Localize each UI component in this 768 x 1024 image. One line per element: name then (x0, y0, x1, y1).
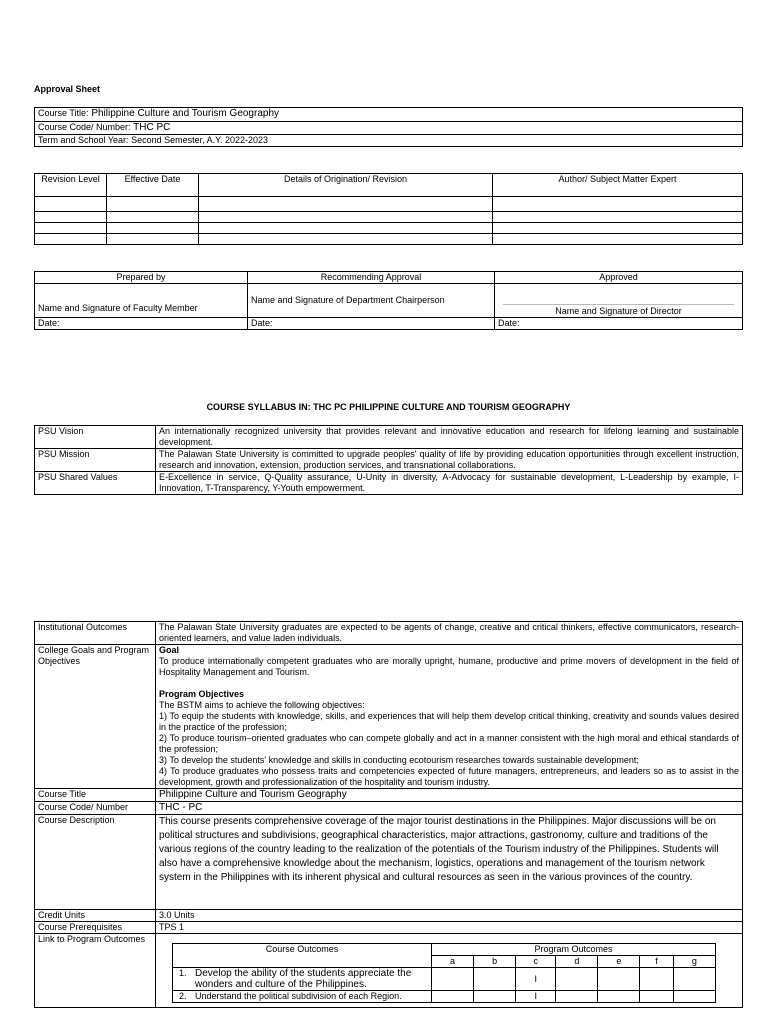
term-row: Term and School Year: Second Semester, A.Y. 2022-2023 (35, 135, 743, 147)
course-code-value: THC PC (133, 122, 171, 133)
outcome-mark: I (516, 968, 556, 991)
course-outcome: 2. Understand the political subdivision of each Region. (173, 991, 432, 1003)
credit-units-text: 3.0 Units (156, 910, 743, 922)
table-row (173, 968, 716, 991)
vision-label: PSU Vision (35, 426, 156, 449)
recommending-header: Recommending Approval (248, 272, 495, 284)
link-outcomes-label: Link to Program Outcomes (35, 934, 156, 1008)
term-value: Second Semester, A.Y. 2022-2023 (131, 135, 269, 145)
course-code-text: THC - PC (156, 802, 743, 815)
approval-heading: Approval Sheet (34, 84, 101, 94)
details-table (34, 621, 743, 1008)
program-objective: 2) To produce tourism–oriented graduates who can compete globally and act in a manner consistent with the high moral and ethical standards of the profession; (159, 733, 739, 754)
date-field: Date: (248, 318, 495, 330)
revision-table (34, 173, 743, 245)
outcome-mark: I (516, 991, 556, 1003)
values-label: PSU Shared Values (35, 472, 156, 495)
credit-units-label: Credit Units (35, 910, 156, 922)
psu-table (34, 425, 743, 495)
values-text: E-Excellence in service, Q-Quality assurance, U-Unity in diversity, A-Advocacy for sustainable development, L-Leadership by example, I-Innovation, T-Transparency, Y-Youth empowerment. (156, 472, 743, 495)
table-row (35, 212, 743, 223)
outcomes-cell (156, 934, 743, 1008)
vision-text: An internationally recognized university that provides relevant and innovative education and research for lifelong learning and sustainable development. (156, 426, 743, 449)
institutional-label: Institutional Outcomes (35, 622, 156, 645)
faculty-signature: Name and Signature of Faculty Member (35, 284, 248, 318)
program-outcomes-header: Program Outcomes (432, 944, 716, 956)
prepared-by-header: Prepared by (35, 272, 248, 284)
goal-heading: Goal (159, 645, 180, 655)
goal-text: To produce internationally competent graduates who are morally upright, humane, productive and prime movers of development in the field of Hospitality Management and Tourism. (159, 656, 739, 677)
po-letter: g (673, 956, 715, 968)
chairperson-signature: Name and Signature of Department Chairperson (248, 284, 495, 318)
institutional-text: The Palawan State University graduates are expected to be agents of change, creative and critical thinkers, effective communicators, research-oriented learners, and value laden individuals. (156, 622, 743, 645)
course-title-label: Course Title (35, 789, 156, 802)
date-field: Date: (495, 318, 743, 330)
course-title-text: Philippine Culture and Tourism Geography (156, 789, 743, 802)
author-header: Author/ Subject Matter Expert (493, 174, 743, 197)
course-description-text: This course presents comprehensive coverage of the major tourist destinations in the Philippines. Major discussions will be on political structures and subdivisions, geographical characteristics, major attractions, gastronomy, culture and traditions of the various regions of the country leading to the realization of the potentials of the Tourism industry of the Philippines. Students will also have a comprehensive knowledge about the mechanism, logistics, operations and management of the tourism network system in the Philippines with its inherent physical and cultural resources as seen in the various provinces of the country. (156, 815, 743, 910)
course-title-value: Philippine Culture and Tourism Geography (91, 108, 280, 119)
course-code-label: Course Code/ Number (35, 802, 156, 815)
outcomes-table (172, 943, 716, 1003)
po-letter: f (640, 956, 673, 968)
director-signature: Name and Signature of Director (555, 306, 682, 316)
table-row (35, 197, 743, 212)
mission-text: The Palawan State University is committed to upgrade peoples' quality of life by providing education opportunities through excellent instruction, research and innovation, extension, production services, and transnational collaborations. (156, 449, 743, 472)
prerequisites-text: TPS 1 (156, 922, 743, 934)
program-objective: 1) To equip the students with knowledge, skills, and experiences that will help them develop critical thinking, creativity and sounds values desired in the practice of the profession; (159, 711, 739, 732)
program-objective: 3) To develop the students' knowledge and skills in conducting ecotourism researches towards sustainable development; (159, 755, 639, 765)
table-row (173, 991, 716, 1003)
mission-label: PSU Mission (35, 449, 156, 472)
po-letter: a (432, 956, 474, 968)
po-letter: c (516, 956, 556, 968)
effective-date-header: Effective Date (107, 174, 199, 197)
goals-label: College Goals and Program Objectives (35, 645, 156, 789)
date-field: Date: (35, 318, 248, 330)
po-letter: d (556, 956, 598, 968)
signatures-table (34, 271, 743, 330)
po-letter: b (474, 956, 516, 968)
revision-level-header: Revision Level (35, 174, 107, 197)
course-description-label: Course Description (35, 815, 156, 910)
details-header: Details of Origination/ Revision (199, 174, 493, 197)
course-code-row: Course Code/ Number: THC PC (35, 122, 743, 135)
course-outcome: 1. Develop the ability of the students appreciate the wonders and culture of the Philippines. (173, 968, 432, 991)
po-letter: e (598, 956, 640, 968)
table-row (35, 223, 743, 234)
course-info-table (34, 107, 743, 147)
syllabus-title: COURSE SYLLABUS IN: THC PC PHILIPPINE CULTURE AND TOURISM GEOGRAPHY (206, 402, 571, 412)
program-objective: 4) To produce graduates who possess traits and competencies expected of future managers, entrepreneurs, and leaders so as to assist in the development, growth and professionalization of the hospitality and tourism industry. (159, 766, 739, 787)
prerequisites-label: Course Prerequisites (35, 922, 156, 934)
program-objectives-heading: Program Objectives (159, 689, 245, 699)
goals-cell (156, 645, 743, 789)
table-row (35, 234, 743, 245)
program-objectives-intro: The BSTM aims to achieve the following objectives: (159, 700, 365, 710)
approved-header: Approved (495, 272, 743, 284)
course-outcomes-header: Course Outcomes (173, 944, 432, 968)
signature-line (503, 304, 734, 305)
course-title-row: Course Title: Philippine Culture and Tourism Geography (35, 108, 743, 122)
